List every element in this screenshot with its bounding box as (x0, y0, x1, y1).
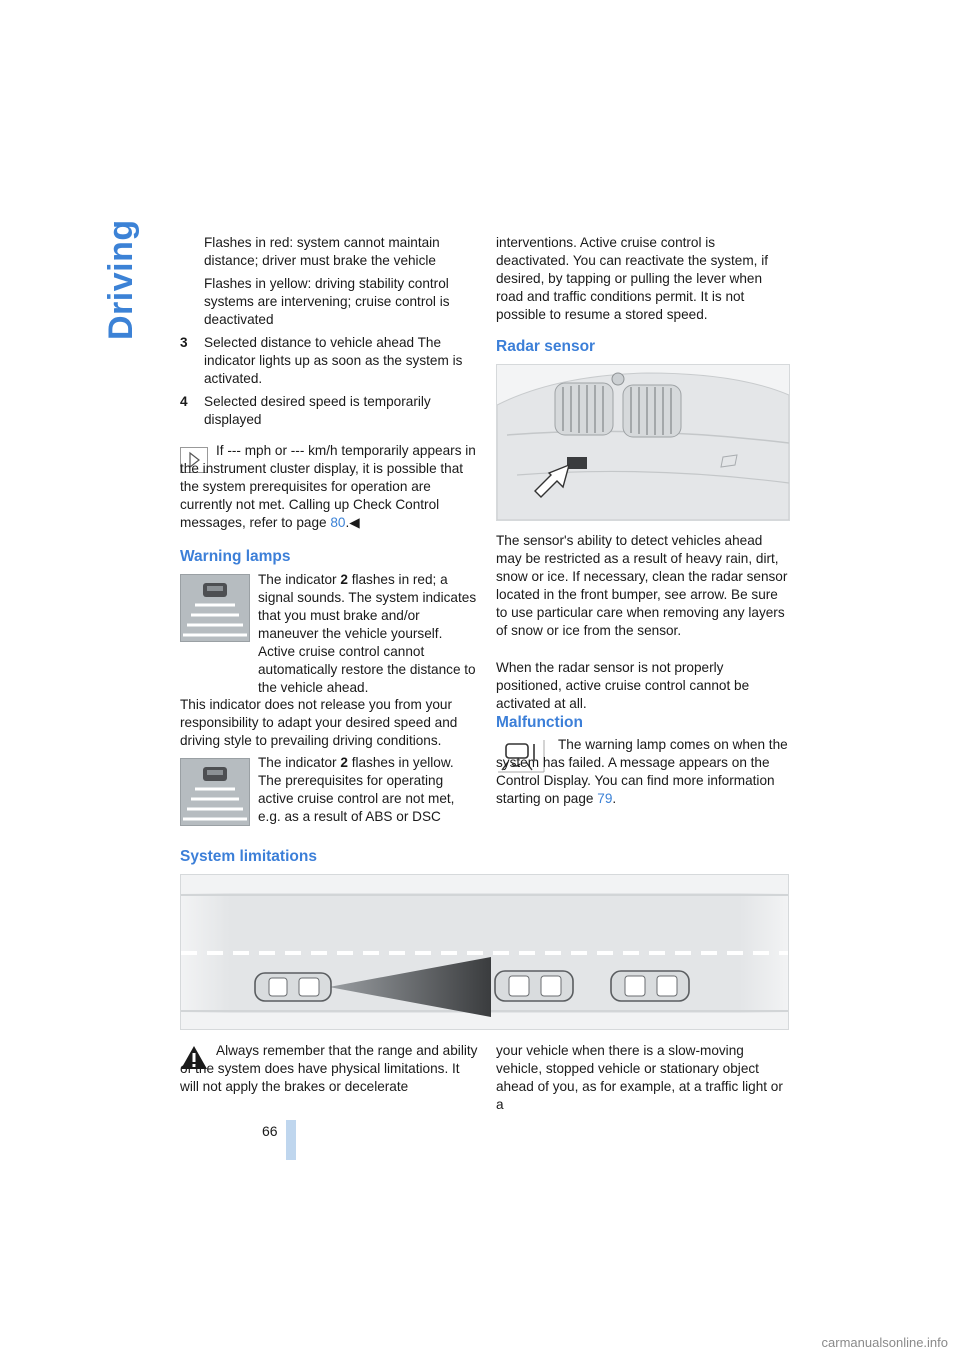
warning-text-right: your vehicle when there is a slow-moving vehicle, stopped vehicle or stationary object ahead of you, as for example, at a traffic light or a (496, 1043, 783, 1112)
flash-yellow-text: Flashes in yellow: driving stability control systems are intervening; cruise control is deactivated (204, 276, 450, 327)
radar-sensor-heading: Radar sensor (496, 338, 596, 355)
malfunction-text (496, 736, 788, 808)
warning-lamp-icon (180, 758, 250, 826)
lamp2-text-a: The indicator (258, 755, 341, 770)
lamp2-text-b: flashes in yellow. The prerequisites for operating active cruise control are not met, e.g. as a result of ABS or DSC (258, 755, 455, 824)
section-tab (102, 219, 156, 340)
item-text: Selected desired speed is temporarily displayed (204, 394, 431, 427)
warning-lamps-heading: Warning lamps (180, 548, 291, 565)
list-item (180, 334, 478, 388)
page-marker (286, 1120, 296, 1160)
list-item (180, 393, 478, 429)
continued-text: interventions. Active cruise control is deactivated. You can reactivate the system, if desired, by tapping or pulling the lever when road and traffic conditions permit. It is not possible to resume a stored speed. (496, 235, 769, 322)
note-text: If --- mph or --- km/h temporarily appears in the instrument cluster display, it is possible that the system prerequisites for operation are currently not met. Calling up Check Control messages, refer to page (180, 443, 476, 530)
lamp1-para2: This indicator does not release you from your responsibility to adapt your desired speed and driving style to prevailing driving conditions. (180, 697, 458, 748)
radar-paragraph-1: The sensor's ability to detect vehicles ahead may be restricted as a result of heavy rain, dirt, snow or ice. If necessary, clean the radar sensor located in the front bumper, see arrow. Be sure to use particular care when removing any layers of snow or ice from the sensor. (496, 533, 788, 638)
page-number: 66 (262, 1123, 278, 1139)
note-paragraph (180, 442, 478, 532)
malfunction-heading: Malfunction (496, 714, 583, 731)
lamp1-bold: 2 (340, 572, 348, 587)
radar-paragraph-2: When the radar sensor is not properly positioned, active cruise control cannot be activated at all. (496, 660, 750, 711)
lamp1-text (258, 571, 478, 697)
malfunction-end: . (612, 791, 617, 806)
system-limitations-heading: System limitations (180, 848, 317, 865)
warning-lamp-icon (180, 574, 250, 642)
item-number: 4 (180, 394, 188, 409)
lamp2-bold: 2 (340, 755, 348, 770)
malfunction-text-body: The warning lamp comes on when the system has failed. A message appears on the Control Display. You can find more information starting on page (496, 737, 788, 806)
page-link-80[interactable]: 80 (330, 515, 346, 530)
lamp2-text (258, 754, 478, 826)
item-number: 3 (180, 335, 188, 350)
note-end: .◀ (345, 515, 360, 530)
left-column (180, 234, 478, 429)
lamp1-text-b: flashes in red; a signal sounds. The system indicates that you must brake and/or maneuver the vehicle yourself. Active cruise control cannot automatically restore the distance to the vehicle ahead. (258, 572, 477, 695)
page-link-79[interactable]: 79 (597, 791, 613, 806)
item-text: Selected distance to vehicle ahead The indicator lights up as soon as the system is activated. (204, 335, 463, 386)
footer-watermark: carmanualsonline.info (821, 1335, 948, 1350)
warning-text-left: Always remember that the range and ability of the system does have physical limitations. It will not apply the brakes or decelerate (180, 1043, 478, 1094)
system-limitations-image (180, 874, 789, 1030)
section-tab-label: Driving (102, 219, 140, 340)
flash-red-text: Flashes in red: system cannot maintain distance; driver must brake the vehicle (204, 235, 440, 268)
lamp1-text-a: The indicator (258, 572, 341, 587)
radar-sensor-image (496, 364, 790, 521)
